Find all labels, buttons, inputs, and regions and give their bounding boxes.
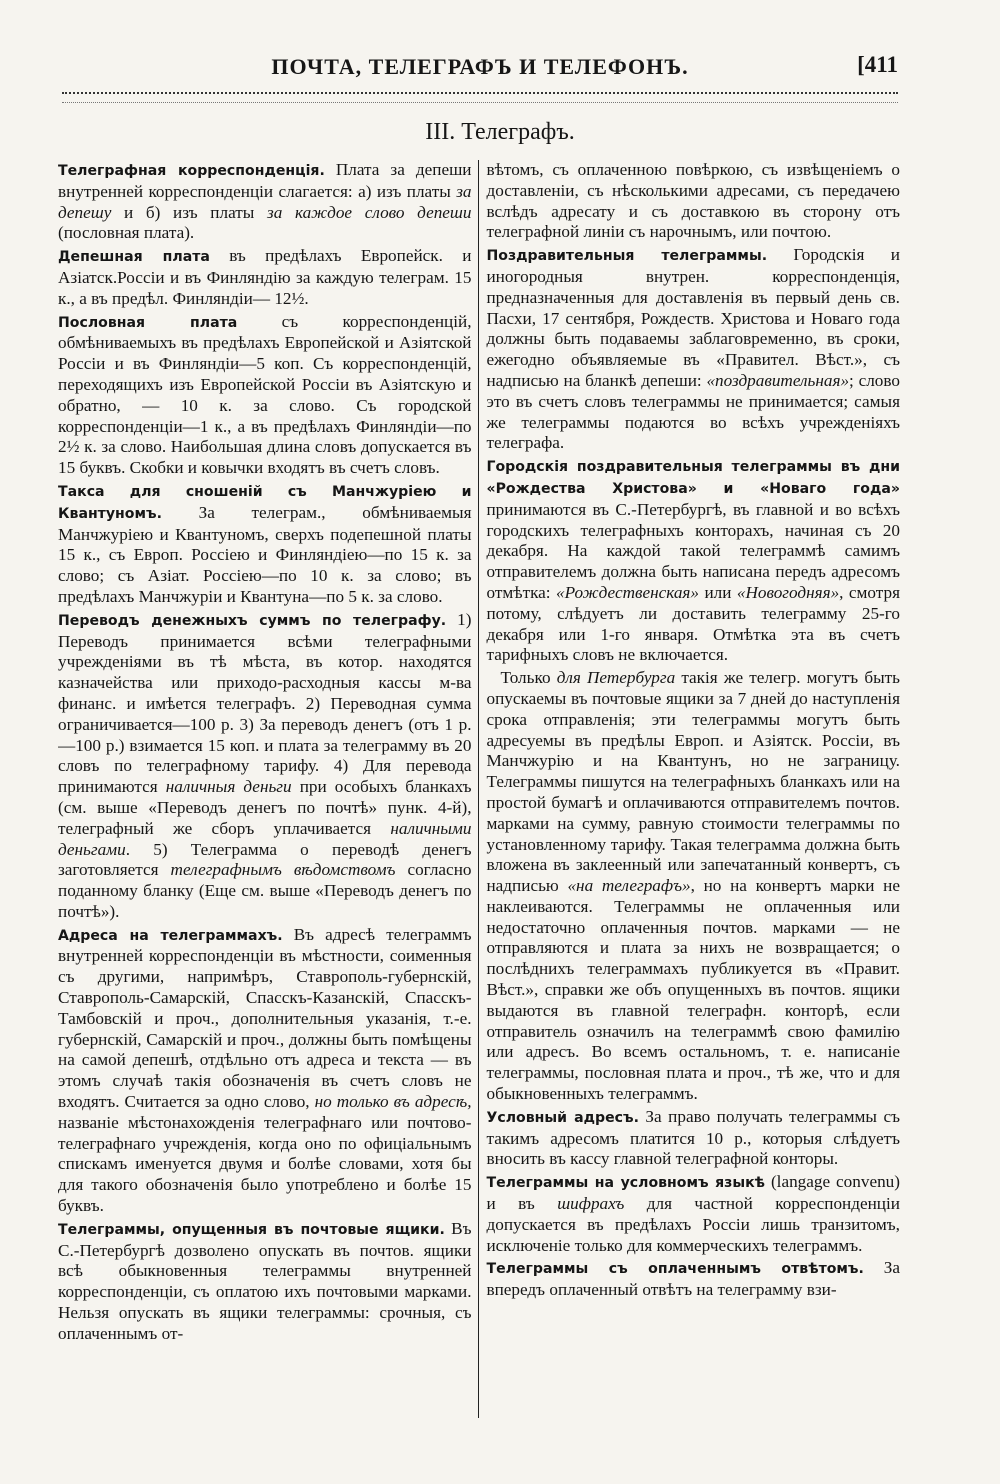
paragraph-heading: Телеграммы на условномъ языкѣ	[486, 1175, 766, 1192]
page-number: [411	[857, 52, 898, 77]
paragraph-text: ; слово это въ счетъ словъ телеграммы не принимается; самыя же телеграммы подаются во всѣхъ учрежденіяхъ телеграфа.	[486, 370, 900, 453]
paragraph-text: Только	[500, 668, 557, 688]
paragraph	[486, 1107, 900, 1170]
paragraph-heading: Адреса на телеграммахъ.	[58, 927, 283, 944]
paragraph-text: съ корреспонденцій, обмѣниваемыхъ въ предѣлахъ Европейской и Азіятской Россіи и въ Финляндіи—5 коп. Съ корреспонденцій, переходящихъ изъ Европейской Россіи въ Азіятскую и обратно, — 10 к. за слово. Съ городской корреспонденціи—1 к., а въ предѣлахъ Финляндіи—по 2½ к. за слово. Наибольшая длина словъ допускается въ 15 буквъ. Скобки и ковычки входятъ въ счетъ словъ.	[58, 311, 472, 478]
emphasized-text: шифрахъ	[557, 1194, 625, 1214]
paragraph-text: такія же телегр. могутъ быть опускаемы въ почтовые ящики за 7 дней до наступленія срока отправленія; эти телеграммы могутъ быть адресуемы въ предѣлы Европ. и Азіятск. Россіи, въ Манчжурію и на Квантунъ, но не заграницу. Телеграммы пишутся на телеграфныхъ бланкахъ или на простой бумагѣ и оплачиваются отправителемъ почтов. марками на сумму, равную стоимости телеграммы по установленному тарифу. Такая телеграмма должна быть вложена въ заклеенный или запечатанный конвертъ, съ надписью	[486, 668, 900, 896]
paragraph-text: для частной корреспонденціи допускается въ предѣлахъ Россіи лишь транзитомъ, исключеніе только для коммерческихъ телеграммъ.	[486, 1194, 900, 1255]
paragraph-heading: Телеграммы, опущенныя въ почтовые ящики.	[58, 1221, 445, 1238]
paragraph-heading: Поздравительныя телеграммы.	[486, 248, 768, 265]
paragraph-text: принимаются въ С.-Петербургѣ, въ главной и во всѣхъ городскихъ телеграфныхъ конторахъ, начиная съ 20 декабря. На каждой такой телеграммѣ самимъ отправителемъ должна быть написана передъ адресомъ отмѣтка:	[486, 499, 900, 602]
paragraph	[58, 1219, 472, 1345]
paragraph	[58, 160, 472, 244]
paragraph-text: Въ С.-Петербургѣ дозволено опускать въ почтов. ящики всѣ обыкновенныя телеграммы внутренней корреспонденціи, съ оплатою ихъ почтовыми марками. Нельзя опускать въ ящики телеграммы: срочныя, съ оплаченнымъ от-	[58, 1218, 472, 1343]
left-column	[58, 160, 472, 1418]
paragraph-text: при особыхъ бланкахъ (см. выше «Переводъ денегъ по почтѣ» пунк. 4-й), телеграфный же сборъ уплачивается	[58, 777, 472, 838]
paragraph-text: названіе мѣстонахожденія телеграфнаго или почтово-телеграфнаго учрежденія, когда оно по офиціальнымъ спискамъ именуется двумя и болѣе словами, хотя бы для такого обозначенія было употреблено и болѣе 15 буквъ.	[58, 1112, 472, 1216]
paragraph-heading: Пословная плата	[58, 314, 238, 331]
emphasized-text: «Новогодняя»	[736, 582, 840, 602]
column-divider	[478, 160, 479, 1418]
paragraph-heading: Телеграммы съ оплаченнымъ отвѣтомъ.	[486, 1261, 864, 1278]
paragraph-heading: Городскія поздравительныя телеграммы въ дни «Рождества Христова» и «Новаго года»	[486, 459, 900, 497]
paragraph-heading: Переводъ денежныхъ суммъ по телеграфу.	[58, 612, 447, 629]
paragraph-heading: Телеграфная корреспонденція.	[58, 163, 325, 179]
paragraph-text: (пословная плата).	[58, 223, 195, 243]
paragraph-text: Плата за депеши внутренней корреспонденціи слагается: а) изъ платы	[58, 160, 472, 201]
emphasized-text: наличными деньгами	[58, 818, 472, 859]
paragraph	[58, 925, 472, 1217]
emphasized-text: «на телеграфъ»	[567, 876, 691, 896]
paragraph-text: или	[699, 582, 737, 602]
paragraph-text: Городскія и иногородныя внутрен. корреспонденція, предназначенныя для доставленія въ первый день св. Пасхи, 17 сентября, Рождеств. Христова и Новаго года должны быть подаваемы заблаговременно, въ сроки, ежегодно объявляемые въ «Правител. Вѣст.», съ надписью на бланкѣ депеши:	[486, 245, 900, 390]
paragraph-text: въ предѣлахъ Европейск. и Азіатск.Россіи и въ Финляндію за каждую телеграм. 15 к., а въ предѣл. Финляндіи— 12½.	[58, 246, 472, 308]
page-header	[62, 52, 898, 86]
paragraph-text: (langage convenu) и въ	[486, 1172, 900, 1214]
paragraph-text: и б) изъ платы	[111, 202, 267, 222]
paragraph	[486, 160, 900, 243]
paragraph-text: За впередъ оплаченный отвѣтъ на телеграмму взи-	[486, 1258, 900, 1300]
paragraph	[486, 668, 900, 1105]
paragraph-text: согласно поданному бланку (Еще см. выше «Переводъ денегъ по почтѣ»).	[58, 860, 472, 921]
paragraph-text: За телеграм., обмѣниваемыя Манчжуріею и Квантуномъ, сверхъ подепешной платы 15 к., съ Европ. Россіею и Финляндіею—по 15 к. за слово; съ Азіат. Россіею—по 10 к. за слово; въ предѣлахъ Манчжуріи и Квантуна—по 5 к. за слово.	[58, 502, 472, 606]
paragraph	[486, 456, 900, 666]
paragraph-text: , но на конвертъ марки не наклеиваются. Телеграммы не оплаченныя или недостаточно оплаченныя почтов. марками — не отправляются и плата за нихъ не возвращается; о послѣднихъ телеграммахъ публикуется въ «Правит. Вѣст.», справки же объ опущенныхъ въ почтов. ящики выдаются въ главной телеграфн. конторѣ, если отправитель означилъ на телеграммѣ свою фамилію или адресъ. Во всемъ остальномъ, т. е. написаніе телеграммы, пословная плата и проч., тѣ же, что и для обыкновенныхъ телеграммъ.	[486, 876, 900, 1104]
emphasized-text: для Петербурга	[556, 668, 676, 688]
paragraph-heading: Условный адресъ.	[486, 1109, 639, 1126]
paragraph-heading: Депешная плата	[58, 249, 210, 266]
section-title: III. Телеграфъ.	[425, 119, 575, 145]
paragraph	[58, 312, 472, 479]
emphasized-text: но только въ адресѣ,	[314, 1092, 472, 1112]
paragraph	[58, 246, 472, 309]
paragraph-heading: Такса для сношеній съ Манчжуріею и Квантуномъ.	[58, 483, 472, 522]
paragraph-text: . 5) Телеграмма о переводѣ денегъ заготовляется	[58, 839, 472, 880]
paragraph-text: Въ адресѣ телеграммъ внутренней корреспонденціи въ мѣстности, соименныя съ другими, напримѣръ, Ставрополь-губернскій, Ставрополь-Самарскій, Спасскъ-Казанскій, Спасскъ-Тамбовскій и проч., дополнительныя указанія, т.-е. губернскій, Самарскій и проч., должны быть помѣщены на самой депешѣ, отдѣльно отъ адреса и текста — въ этомъ случаѣ такія обозначенія въ счетъ словъ не входятъ. Считается за одно слово,	[58, 924, 472, 1112]
emphasized-text: «поздравительная»	[706, 370, 850, 390]
emphasized-text: за депешу	[58, 181, 472, 222]
right-column	[486, 160, 900, 1418]
running-title: ПОЧТА, ТЕЛЕГРАФЪ И ТЕЛЕФОНЪ.	[271, 54, 689, 79]
text-columns	[58, 160, 900, 1418]
paragraph-text: За право получать телеграммы съ такимъ адресомъ платится 10 р., которыя слѣдуетъ вносить въ кассу главной телеграфной конторы.	[486, 1106, 900, 1169]
emphasized-text: за каждое слово депеши	[266, 202, 472, 222]
paragraph	[58, 481, 472, 608]
paragraph	[486, 1172, 900, 1256]
emphasized-text: наличныя деньги	[165, 777, 292, 797]
paragraph	[486, 245, 900, 454]
paragraph	[58, 610, 472, 923]
emphasized-text: «Рождественская»	[556, 582, 700, 602]
paragraph-text: 1) Переводъ принимается всѣми телеграфными учрежденіями въ тѣ мѣста, въ котор. находятся казначейства или приходо-расходныя кассы м-ва финанс. и имѣется телеграфъ. 2) Переводная сумма ограничивается—100 р. 3) За переводъ денегъ (отъ 1 р.—100 р.) взимается 15 коп. и плата за телеграмму въ 20 словъ по телеграфному тарифу. 4) Для перевода принимаются	[58, 609, 472, 797]
paragraph-text: , смотря потому, слѣдуетъ ли доставить телеграмму 25-го декабря или 1-го января. Отмѣтка эта въ счетъ тарифныхъ словъ не включается.	[486, 582, 900, 665]
paragraph-text: вѣтомъ, съ оплаченною повѣркою, съ извѣщеніемъ о доставленіи, съ нѣсколькими адресами, съ передачею вслѣдъ адресату и съ доставкою въ сторону отъ телеграфной линіи съ нарочнымъ, или почтою.	[486, 160, 900, 242]
paragraph	[486, 1258, 900, 1301]
header-divider	[62, 92, 898, 103]
emphasized-text: телеграфнымъ вѣдомствомъ	[170, 860, 396, 880]
